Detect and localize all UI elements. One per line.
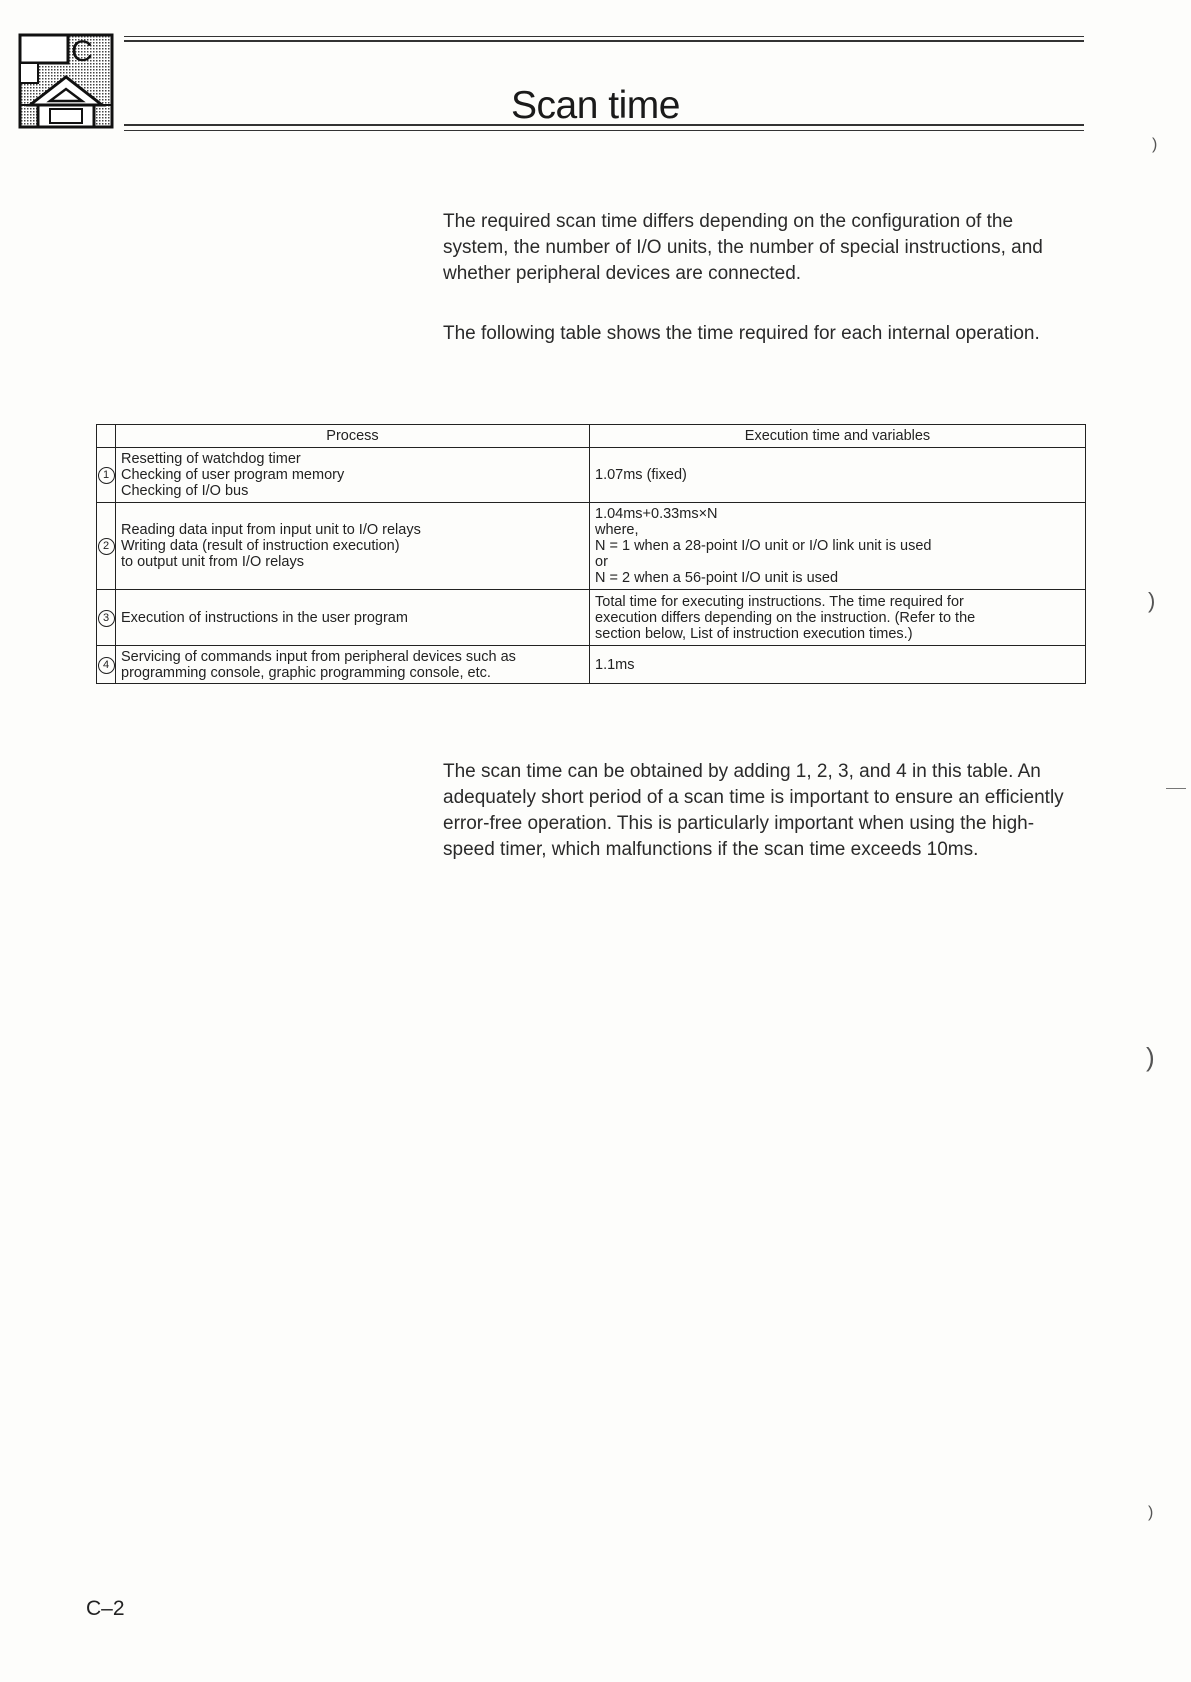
page-number: C–2 <box>86 1597 125 1620</box>
process-line: Reading data input from input unit to I/O relays <box>121 522 421 538</box>
process-cell <box>116 646 590 684</box>
process-cell <box>116 503 590 590</box>
execution-line: where, <box>595 522 639 538</box>
execution-cell <box>590 646 1086 684</box>
table-intro-paragraph: The following table shows the time required for each internal operation. <box>443 323 1040 344</box>
table-row <box>97 448 1086 503</box>
row-number-badge: 3 <box>98 610 115 627</box>
table-row <box>97 646 1086 684</box>
header-rule-top <box>124 40 1084 42</box>
execution-line: N = 1 when a 28-point I/O unit or I/O link unit is used <box>595 538 932 554</box>
intro-paragraph: The required scan time differs depending on the configuration of the system, the number of I/O units, the number of special instructions, and whether peripheral devices are connected. <box>443 211 1043 284</box>
process-line: Writing data (result of instruction execution) <box>121 538 400 554</box>
execution-cell <box>590 590 1086 646</box>
execution-line: execution differs depending on the instruction. (Refer to the <box>595 609 976 626</box>
execution-cell <box>590 448 1086 503</box>
execution-line: or <box>595 554 608 570</box>
process-line: Servicing of commands input from peripheral devices such as <box>121 648 516 665</box>
margin-mark: ) <box>1148 1504 1154 1521</box>
header-rule-top-thin <box>124 36 1084 37</box>
scan-time-table <box>96 424 1086 684</box>
margin-mark: ) <box>1152 136 1158 153</box>
process-line: programming console, graphic programming console, etc. <box>121 664 491 681</box>
logo-letter: C <box>71 35 93 68</box>
execution-line: 1.1ms <box>595 656 635 673</box>
execution-line: 1.07ms (fixed) <box>595 467 687 483</box>
process-line: Checking of user program memory <box>121 467 345 483</box>
row-number-badge: 2 <box>98 538 115 555</box>
header-number-cell <box>97 425 116 448</box>
header-process: Process <box>116 425 590 448</box>
process-cell <box>116 590 590 646</box>
table-header-row <box>97 425 1086 448</box>
process-cell <box>116 448 590 503</box>
execution-line: Total time for executing instructions. The time required for <box>595 593 964 610</box>
process-line: Resetting of watchdog timer <box>121 451 301 467</box>
table-row <box>97 590 1086 646</box>
row-number-badge: 1 <box>98 467 115 484</box>
header-execution: Execution time and variables <box>590 425 1086 448</box>
execution-line: 1.04ms+0.33ms×N <box>595 506 718 522</box>
process-line: to output unit from I/O relays <box>121 554 304 570</box>
row-number-badge: 4 <box>98 657 115 674</box>
process-line: Checking of I/O bus <box>121 483 249 499</box>
process-line: Execution of instructions in the user program <box>121 609 408 626</box>
execution-cell <box>590 503 1086 590</box>
margin-mark: ) <box>1148 588 1156 613</box>
margin-mark <box>1166 788 1186 789</box>
page-title: Scan time <box>511 84 680 128</box>
header-rule-bottom-thin <box>124 130 1084 131</box>
execution-line: section below, List of instruction execution times.) <box>595 625 913 642</box>
table-row <box>97 503 1086 590</box>
conclusion-paragraph: The scan time can be obtained by adding 1, 2, 3, and 4 in this table. An adequately short period of a scan time is important to ensure an efficiently error-free operation. This is particularly important when using the high-speed timer, which malfunctions if the scan time exceeds 10ms. <box>443 761 1064 860</box>
margin-mark: ) <box>1146 1042 1155 1072</box>
execution-line: N = 2 when a 56-point I/O unit is used <box>595 570 839 586</box>
